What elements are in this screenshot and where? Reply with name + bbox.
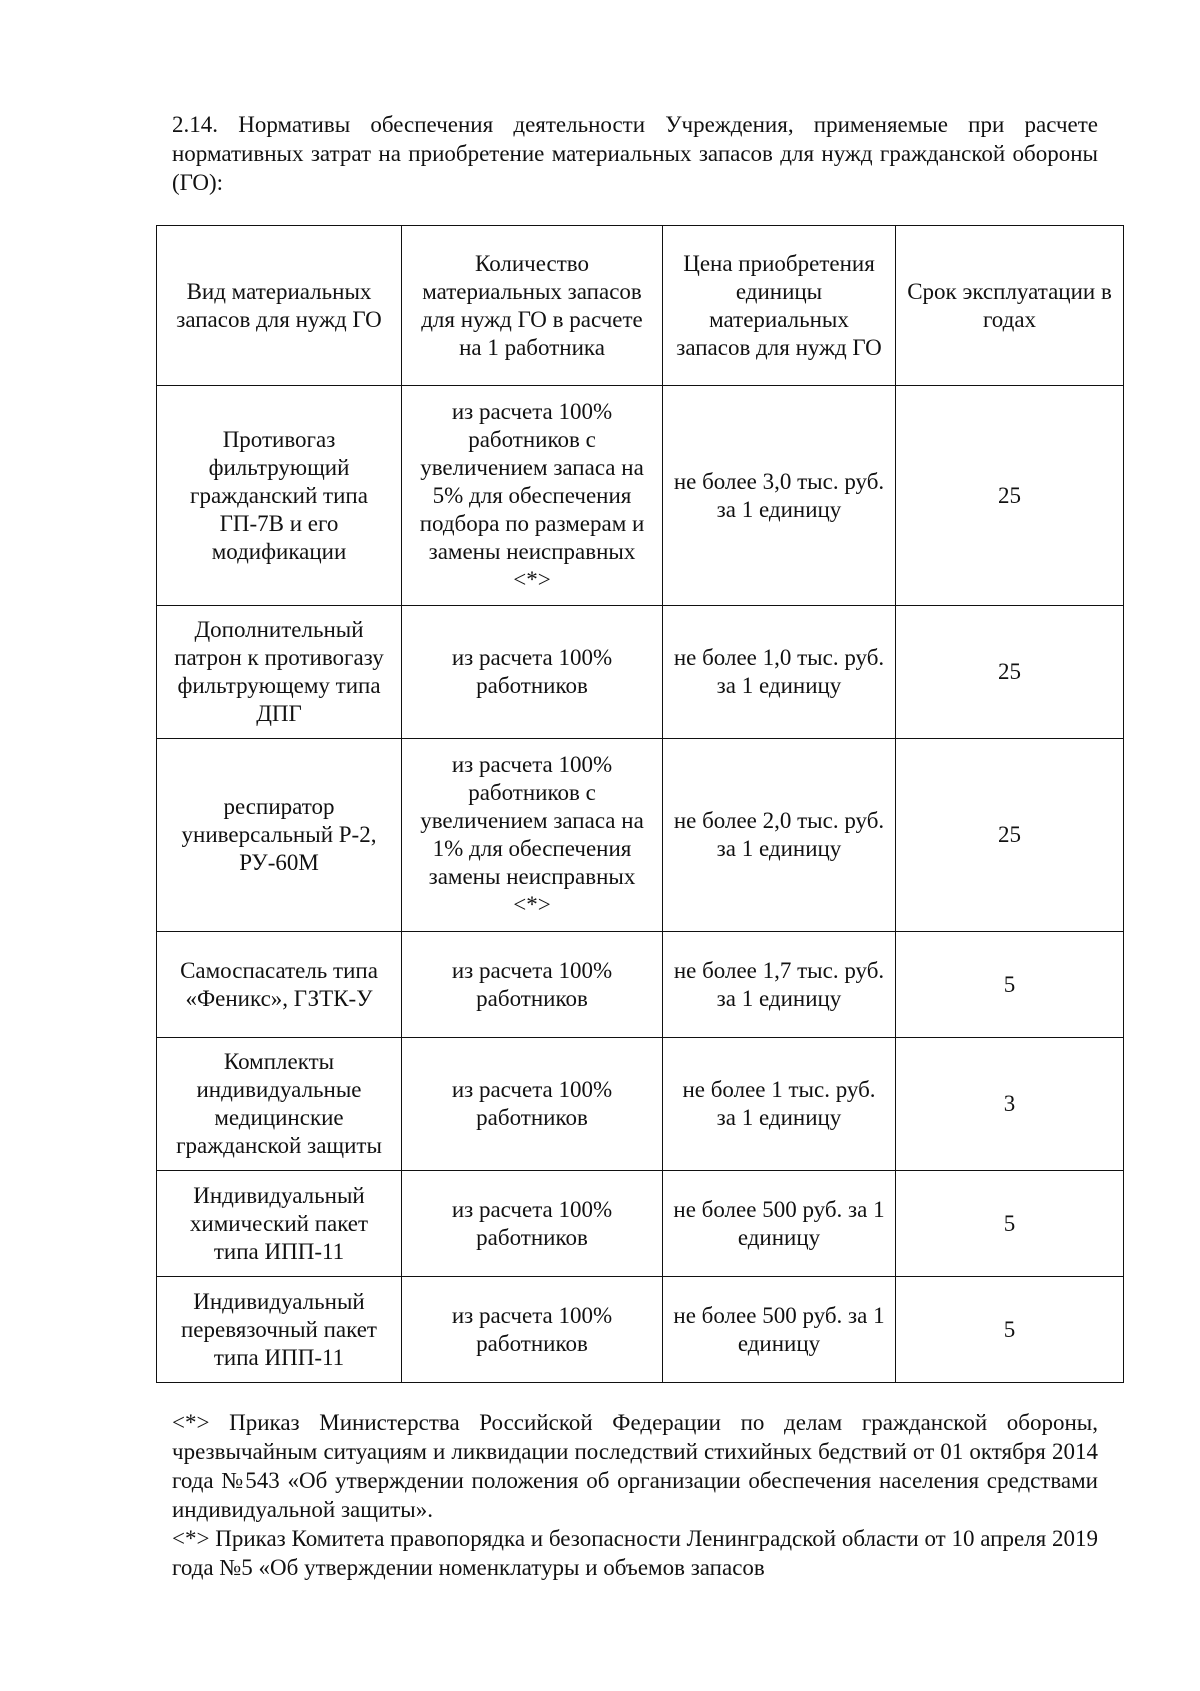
cell-type: Дополнительный патрон к противогазу фильтрующему типа ДПГ <box>157 606 402 739</box>
table-header-row <box>157 226 1124 386</box>
cell-type: Индивидуальный химический пакет типа ИПП-11 <box>157 1171 402 1277</box>
table-row <box>157 739 1124 932</box>
section-intro: 2.14. Нормативы обеспечения деятельности Учреждения, применяемые при расчете нормативных затрат на приобретение материальных запасов для нужд гражданской обороны (ГО): <box>172 112 1098 195</box>
cell-quantity: из расчета 100% работников <box>402 606 663 739</box>
cell-price: не более 500 руб. за 1 единицу <box>663 1277 896 1383</box>
cell-type: Комплекты индивидуальные медицинские гражданской защиты <box>157 1038 402 1171</box>
table-row <box>157 932 1124 1038</box>
cell-type: респиратор универсальный Р-2, РУ-60М <box>157 739 402 932</box>
cell-quantity: из расчета 100% работников с увеличением запаса на 5% для обеспечения подбора по размерам и замены неисправных <*> <box>402 386 663 606</box>
cell-type: Индивидуальный перевязочный пакет типа ИПП-11 <box>157 1277 402 1383</box>
cell-quantity: из расчета 100% работников <box>402 1171 663 1277</box>
table-row <box>157 1038 1124 1171</box>
footnote: <*> Приказ Министерства Российской Федерации по делам гражданской обороны, чрезвычайным ситуациям и ликвидации последствий стихийных бедствий от 01 октября 2014 года №543 «Об утверждении положения об организации обеспечения населения средствами индивидуальной защиты». <box>172 1410 1098 1522</box>
cell-term: 25 <box>896 386 1124 606</box>
table-row <box>157 1171 1124 1277</box>
cell-price: не более 2,0 тыс. руб. за 1 единицу <box>663 739 896 932</box>
cell-quantity: из расчета 100% работников <box>402 932 663 1038</box>
header-type: Вид материальных запасов для нужд ГО <box>157 226 402 386</box>
cell-price: не более 3,0 тыс. руб. за 1 единицу <box>663 386 896 606</box>
table-row <box>157 606 1124 739</box>
cell-term: 5 <box>896 1171 1124 1277</box>
cell-term: 3 <box>896 1038 1124 1171</box>
cell-quantity: из расчета 100% работников <box>402 1038 663 1171</box>
cell-type: Самоспасатель типа «Феникс», ГЗТК-У <box>157 932 402 1038</box>
header-term: Срок эксплуатации в годах <box>896 226 1124 386</box>
cell-term: 25 <box>896 739 1124 932</box>
cell-type: Противогаз фильтрующий гражданский типа ГП-7В и его модификации <box>157 386 402 606</box>
table-row <box>157 1277 1124 1383</box>
cell-term: 5 <box>896 1277 1124 1383</box>
cell-price: не более 500 руб. за 1 единицу <box>663 1171 896 1277</box>
cell-price: не более 1,7 тыс. руб. за 1 единицу <box>663 932 896 1038</box>
cell-quantity: из расчета 100% работников с увеличением запаса на 1% для обеспечения замены неисправных <*> <box>402 739 663 932</box>
cell-quantity: из расчета 100% работников <box>402 1277 663 1383</box>
table-row <box>157 386 1124 606</box>
footnotes <box>172 1408 1098 1582</box>
cell-price: не более 1,0 тыс. руб. за 1 единицу <box>663 606 896 739</box>
header-price: Цена приобретения единицы материальных запасов для нужд ГО <box>663 226 896 386</box>
cell-term: 5 <box>896 932 1124 1038</box>
norms-table <box>156 225 1124 1383</box>
footnote: <*> Приказ Комитета правопорядка и безопасности Ленинградской области от 10 апреля 2019 года №5 «Об утверждении номенклатуры и объемов запасов <box>172 1526 1098 1580</box>
cell-term: 25 <box>896 606 1124 739</box>
header-quantity: Количество материальных запасов для нужд ГО в расчете на 1 работника <box>402 226 663 386</box>
cell-price: не более 1 тыс. руб. за 1 единицу <box>663 1038 896 1171</box>
